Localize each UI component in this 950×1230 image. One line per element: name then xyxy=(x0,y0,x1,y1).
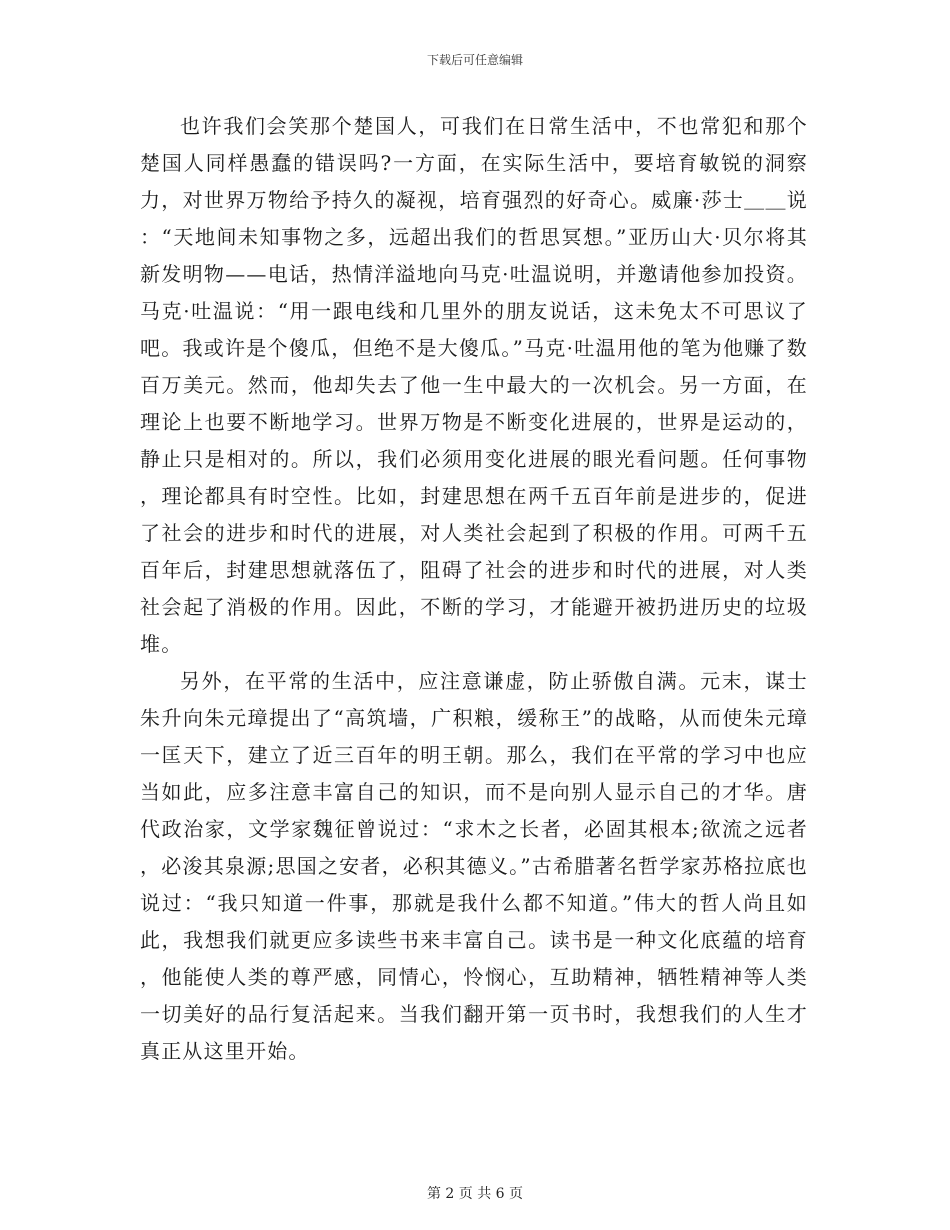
paragraph-2: 另外，在平常的生活中，应注意谦虚，防止骄傲自满。元末，谋士朱升向朱元璋提出了“高筑墙，广积粮，缓称王”的战略，从而使朱元璋一匡天下，建立了近三百年的明王朝。那么，我们在平常的学习中也应当如此，应多注意丰富自己的知识，而不是向别人显示自己的才华。唐代政治家，文学家魏征曾说过：“求木之长者，必固其根本;欲流之远者，必浚其泉源;思国之安者，必积其德义。”古希腊著名哲学家苏格拉底也说过：“我只知道一件事，那就是我什么都不知道。”伟大的哲人尚且如此，我想我们就更应多读些书来丰富自己。读书是一种文化底蕴的培育，他能使人类的尊严感，同情心，怜悯心，互助精神，牺牲精神等人类一切美好的品行复活起来。当我们翻开第一页书时，我想我们的人生才真正从这里开始。 xyxy=(140,669,808,1063)
paragraph-1: 也许我们会笑那个楚国人，可我们在日常生活中，不也常犯和那个楚国人同样愚蠢的错误吗?一方面，在实际生活中，要培育敏锐的洞察力，对世界万物给予持久的凝视，培育强烈的好奇心。威廉·莎士＿＿说：“天地间未知事物之多，远超出我们的哲思冥想。”亚历山大·贝尔将其新发明物——电话，热情洋溢地向马克·吐温说明，并邀请他参加投资。马克·吐温说：“用一跟电线和几里外的朋友说话，这未免太不可思议了吧。我或许是个傻瓜，但绝不是大傻瓜。”马克·吐温用他的笔为他赚了数百万美元。然而，他却失去了他一生中最大的一次机会。另一方面，在理论上也要不断地学习。世界万物是不断变化进展的，世界是运动的，静止只是相对的。所以，我们必须用变化进展的眼光看问题。任何事物，理论都具有时空性。比如，封建思想在两千五百年前是进步的，促进了社会的进步和时代的进展，对人类社会起到了积极的作用。可两千五百年后，封建思想就落伍了，阻碍了社会的进步和时代的进展，对人类社会起了消极的作用。因此，不断的学习，才能避开被扔进历史的垃圾堆。 xyxy=(140,114,808,656)
body-text xyxy=(140,108,808,1070)
page-number: 第 2 页 共 6 页 xyxy=(426,1186,524,1202)
page-header: 下载后可任意编辑 xyxy=(426,53,523,67)
